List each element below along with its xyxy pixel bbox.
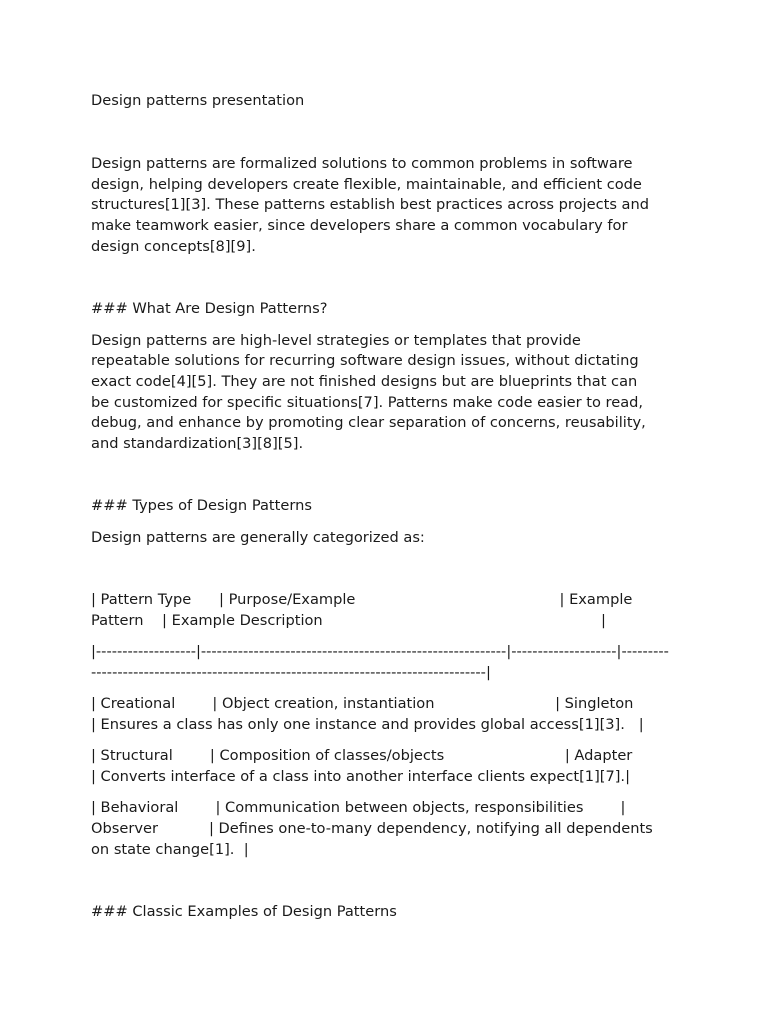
table-row-structural: | Structural | Composition of classes/objects | Adapter — [91, 747, 633, 764]
section-what-line: exact code[4][5]. They are not finished designs but are blueprints that can — [91, 373, 638, 390]
section-what-line: be customized for specific situations[7]. Patterns make code easier to read, — [91, 394, 644, 411]
table-row-creational: | Creational | Object creation, instantiation | Singleton — [91, 695, 634, 712]
intro-line: design concepts[8][9]. — [91, 238, 256, 255]
table-header-line: | Pattern Type | Purpose/Example | Example — [91, 591, 633, 608]
table-header-line: Pattern | Example Description | — [91, 612, 606, 629]
table-separator-line: |-------------------|----------------------------------------------------------|--------------------|--------- — [91, 643, 669, 660]
section-what-line: and standardization[3][8][5]. — [91, 435, 304, 452]
intro-line: design, helping developers create flexible, maintainable, and efficient code — [91, 176, 642, 193]
section-heading-what: ### What Are Design Patterns? — [91, 300, 328, 317]
section-types-lead: Design patterns are generally categorized as: — [91, 529, 425, 546]
section-heading-examples: ### Classic Examples of Design Patterns — [91, 903, 397, 920]
table-row-behavioral: | Behavioral | Communication between objects, responsibilities | — [91, 799, 626, 816]
table-separator-line: ---------------------------------------------------------------------------| — [91, 664, 491, 681]
table-row-behavioral: Observer | Defines one-to-many dependency, notifying all dependents — [91, 820, 653, 837]
table-row-behavioral: on state change[1]. | — [91, 841, 249, 858]
section-what-line: Design patterns are high-level strategies or templates that provide — [91, 332, 581, 349]
section-what-line: repeatable solutions for recurring software design issues, without dictating — [91, 352, 639, 369]
section-what-line: debug, and enhance by promoting clear separation of concerns, reusability, — [91, 414, 646, 431]
section-heading-types: ### Types of Design Patterns — [91, 497, 312, 514]
document-title: Design patterns presentation — [91, 92, 305, 109]
table-row-creational: | Ensures a class has only one instance and provides global access[1][3]. | — [91, 716, 644, 733]
intro-line: structures[1][3]. These patterns establish best practices across projects and — [91, 196, 650, 213]
intro-line: make teamwork easier, since developers share a common vocabulary for — [91, 217, 628, 234]
table-row-structural: | Converts interface of a class into another interface clients expect[1][7].| — [91, 768, 630, 785]
intro-line: Design patterns are formalized solutions to common problems in software — [91, 155, 633, 172]
